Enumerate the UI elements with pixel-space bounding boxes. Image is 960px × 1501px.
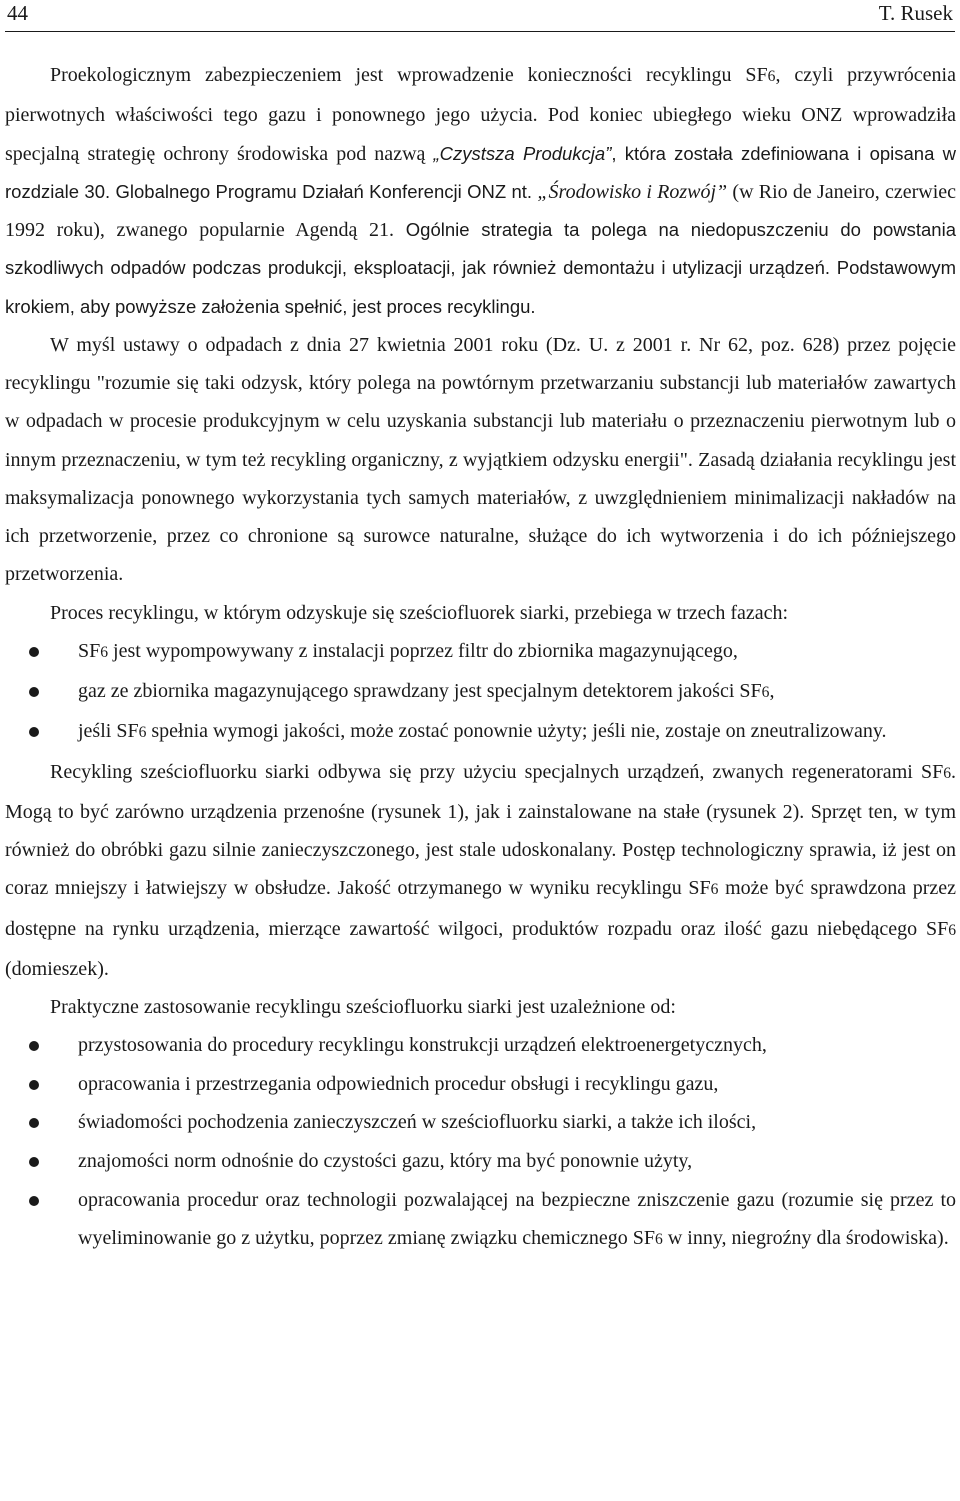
bullet-icon [29,1196,39,1206]
text-run: , czyli przywrócenia pierwotnych właściwości tego gazu i ponownego jego użycia. Pod koniec ubiegłego wieku ONZ wprowadziła specjalną strategię ochrony środowiska pod nazwą [5,64,956,165]
text-run: . Mogą to być zarówno urządzenia przenośne (rysunek 1), jak i zainstalowane na stałe (rysunek 2). Sprzęt ten, w tym również do obróbki gazu silnie zanieczyszczonego, jest stale udoskonalany. Postęp technologiczny sprawia, iż jest on coraz mniejszy i łatwiejszy w obsłudze. Jakość otrzymanego w wyniku recyklingu SF [5,760,956,900]
list-item [5,672,956,712]
subscript: 6 [761,684,770,701]
paragraph-law: W myśl ustawy o odpadach z dnia 27 kwietnia 2001 roku (Dz. U. z 2001 r. Nr 62, poz. 628) przez pojęcie recyklingu "rozumie się taki odzysk, który polega na powtórnym przetwarzaniu substancji lub materiałów zawartych w odpadach w procesie produkcyjnym w celu uzyskania substancji lub materiału o przeznaczeniu pierwotnym lub o innym przeznaczeniu, w tym też recykling organiczny, z wyjątkiem odzysku energii". Zasadą działania recyklingu jest maksymalizacja ponownego wykorzystania tych samych materiałów, z uwzględnieniem minimalizacji nakładów na ich przetworzenie, przez co chronione są surowce naturalne, służące do ich wytworzenia i do ich późniejszego przetworzenia. [5,333,956,586]
item-text: opracowania procedur oraz technologii pozwalającej na bezpieczne zniszczenie gazu (rozumie się przez to wyeliminowanie go z użytku, poprzez zmianę związku chemicznego SF [78,1188,956,1250]
running-head-author: T. Rusek [878,1,953,25]
bullet-icon [29,1041,39,1051]
text-run: (domieszek). [5,957,109,980]
text-run: Recykling sześciofluorku siarki odbywa się przy użyciu specjalnych urządzeń, zwanych regeneratorami SF [50,760,944,783]
page-body [5,56,956,1260]
subscript: 6 [655,1231,663,1249]
subscript: 6 [710,881,719,899]
list-item [5,632,956,672]
bullet-icon [29,1157,39,1167]
bullet-icon [29,647,39,657]
subscript: 6 [138,724,147,742]
subscript: 6 [767,68,776,85]
header-rule [5,31,955,32]
page-number: 44 [7,1,28,25]
application-list [5,1026,956,1260]
item-text: spełnia wymogi jakości, może zostać ponownie użyty; jeśli nie, zostaje on zneutralizowany. [146,720,887,743]
item-text: jest wypompowywany z instalacji poprzez filtr do zbiornika magazynującego, [108,639,738,662]
list-item [5,1103,956,1142]
item-text: jeśli SF [78,720,139,743]
item-text: świadomości pochodzenia zanieczyszczeń w sześciofluorku siarki, a także ich ilości, [78,1111,757,1134]
list-item [5,1142,956,1181]
text-run: Proekologicznym zabezpieczeniem jest wprowadzenie konieczności recyklingu SF [50,64,768,86]
paragraph-intro [5,56,956,326]
list-item [5,1026,956,1065]
italic-term: „Środowisko i Rozwój” [537,180,728,203]
bullet-icon [29,727,39,737]
subscript: 6 [100,643,109,661]
text-run: Ogólnie strategia ta polega na niedopuszczeniu do powstania szkodliwych odpadów podczas produkcji, eksploatacji, jak również demontażu i utylizacji urządzeń. Podstawowym krokiem, aby powyższe założenia spełnić, jest proces recyklingu. [5,219,956,317]
subscript: 6 [948,921,956,939]
item-text: SF [78,639,101,662]
list-item [5,712,956,752]
text-run: , która została zdefiniowana i opisana w rozdziale 30. Globalnego Programu Działań Konferencji ONZ nt. [5,142,956,202]
item-text: opracowania i przestrzegania odpowiednich procedur obsługi i recyklingu gazu, [78,1072,719,1095]
item-text: znajomości norm odnośnie do czystości gazu, który ma być ponownie użyty, [78,1150,693,1173]
item-text: gaz ze zbiornika magazynującego sprawdzany jest specjalnym detektorem jakości SF [78,680,762,702]
text-run: (w Rio de Janeiro, czerwiec 1992 roku), zwanego popularnie Agendą 21. [5,180,956,241]
list-item [5,1181,956,1260]
page-header [7,0,953,26]
list-item [5,1065,956,1104]
bullet-icon [29,1118,39,1128]
item-text: w inny, niegroźny dla środowiska). [662,1227,949,1250]
text-run: może być sprawdzona przez dostępne na rynku urządzenia, mierzące zawartość wilgoci, produktów rozpadu oraz ilość gazu niebędącego SF [5,877,957,940]
subscript: 6 [943,764,951,782]
paragraph-regenerators [5,753,956,989]
item-text: przystosowania do procedury recyklingu konstrukcji urządzeń elektroenergetycznych, [78,1034,767,1057]
bullet-icon [29,687,39,697]
item-text: , [769,680,775,702]
bullet-icon [29,1080,39,1090]
paragraph-application: Praktyczne zastosowanie recyklingu sześciofluorku siarki jest uzależnione od: [50,996,676,1018]
phase-list [5,632,956,753]
italic-term: „Czystsza Produkcja” [433,142,612,164]
paragraph-phases: Proces recyklingu, w którym odzyskuje się sześciofluorek siarki, przebiega w trzech fazach: [50,601,789,624]
